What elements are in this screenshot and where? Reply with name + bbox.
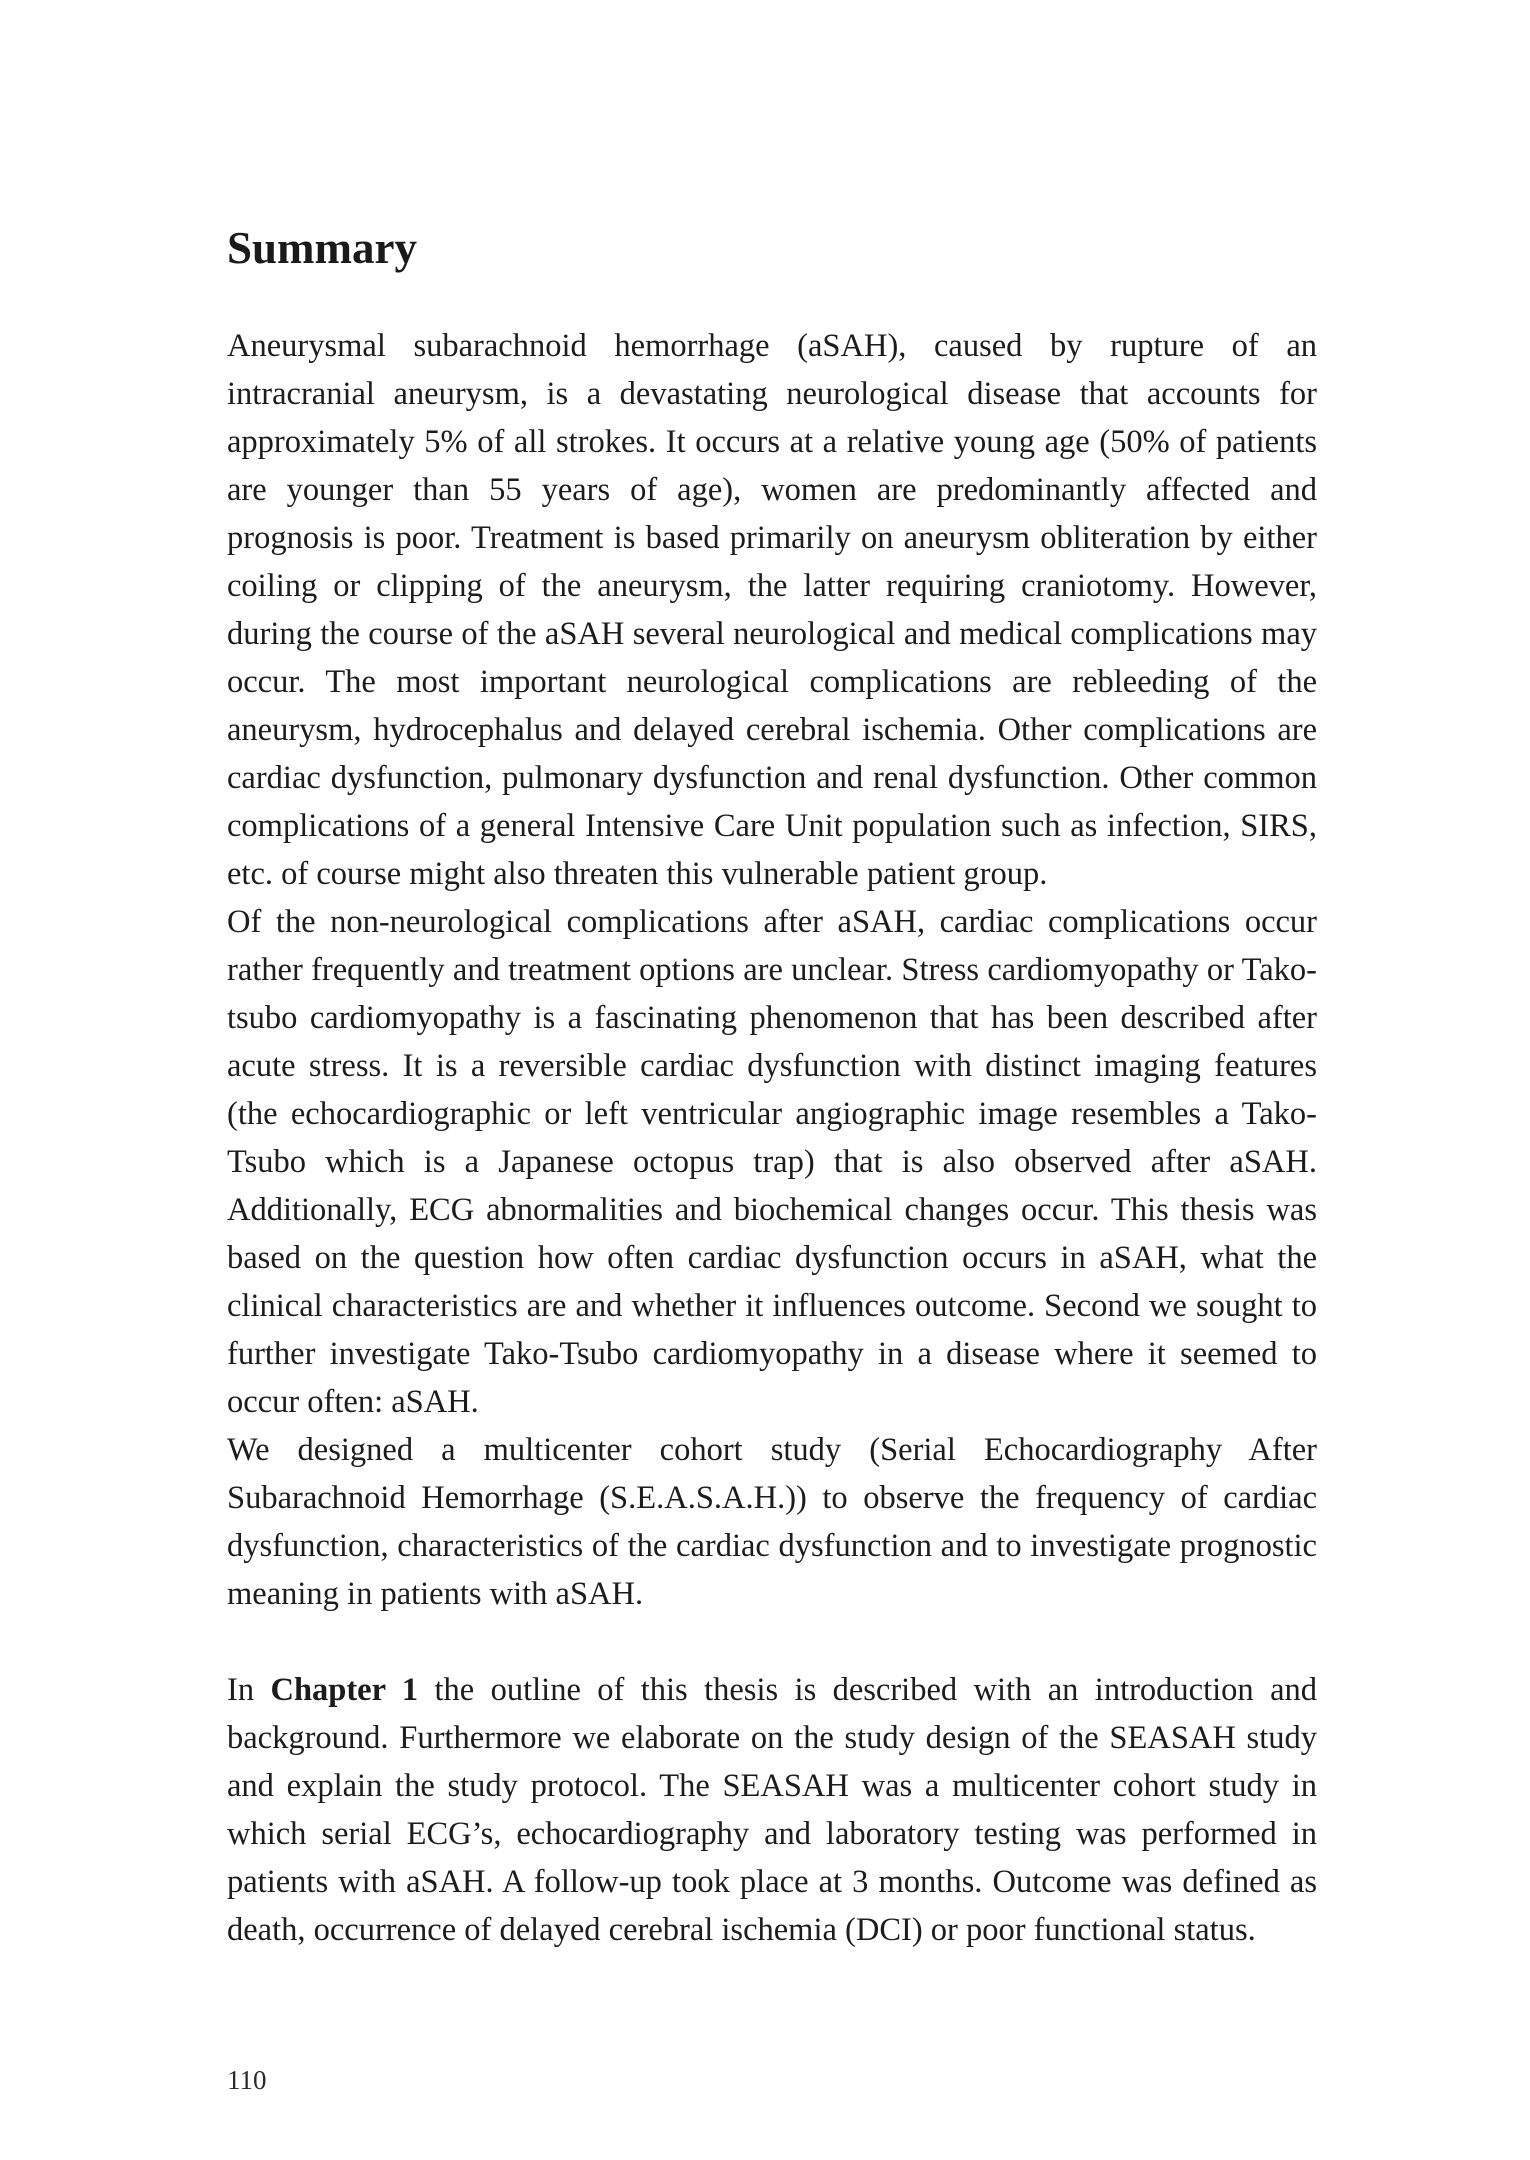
chapter-prefix: In [227, 1672, 255, 1708]
paragraph-1 [227, 322, 1317, 898]
chapter-description: the outline of this thesis is described with an introduction and background. Furthermore we elaborate on the study design of the SEASAH study and explain the study protocol. The SEASAH was a multicenter cohort study in which serial ECG’s, echocardiography and laboratory testing was performed in patients with aSAH. A follow-up took place at 3 months. Outcome was defined as death, occurrence of delayed cerebral ischemia (DCI) or poor functional status. [227, 1672, 1317, 1948]
paragraph-2 [227, 898, 1317, 1426]
page-title: Summary [227, 223, 417, 273]
page-number: 110 [227, 2065, 267, 2095]
paragraph-4 [227, 1666, 1317, 1954]
chapter-paragraph [227, 1666, 1317, 1954]
paragraph-text: Of the non-neurological complications after aSAH, cardiac complications occur rather frequently and treatment options are unclear. Stress cardiomyopathy or Tako-tsubo cardiomyopathy is a fascinating phenomenon that has been described after acute stress. It is a reversible cardiac dysfunction with distinct imaging features (the echocardiographic or left ventricular angiographic image resembles a Tako-Tsubo which is a Japanese octopus trap) that is also observed after aSAH. Additionally, ECG abnormalities and biochemical changes occur. This thesis was based on the question how often cardiac dysfunction occurs in aSAH, what the clinical characteristics are and whether it influences outcome. Second we sought to further investigate Tako-Tsubo cardiomyopathy in a disease where it seemed to occur often: aSAH. [227, 904, 1317, 1420]
paragraph-3 [227, 1426, 1317, 1618]
paragraph-text: We designed a multicenter cohort study (Serial Echocardiography After Subarachnoid Hemorrhage (S.E.A.S.A.H.)) to observe the frequency of cardiac dysfunction, characteristics of the cardiac dysfunction and to investigate prognostic meaning in patients with aSAH. [227, 1432, 1317, 1612]
paragraph-text: Aneurysmal subarachnoid hemorrhage (aSAH), caused by rupture of an intracranial aneurysm, is a devastating neurological disease that accounts for approximately 5% of all strokes. It occurs at a relative young age (50% of patients are younger than 55 years of age), women are predominantly affected and prognosis is poor. Treatment is based primarily on aneurysm obliteration by either coiling or clipping of the aneurysm, the latter requiring craniotomy. However, during the course of the aSAH several neurological and medical complications may occur. The most important neurological complications are rebleeding of the aneurysm, hydrocephalus and delayed cerebral ischemia. Other complications are cardiac dysfunction, pulmonary dysfunction and renal dysfunction. Other common complications of a general Intensive Care Unit population such as infection, SIRS, etc. of course might also threaten this vulnerable patient group. [227, 328, 1317, 892]
chapter-reference: Chapter 1 [270, 1672, 419, 1708]
